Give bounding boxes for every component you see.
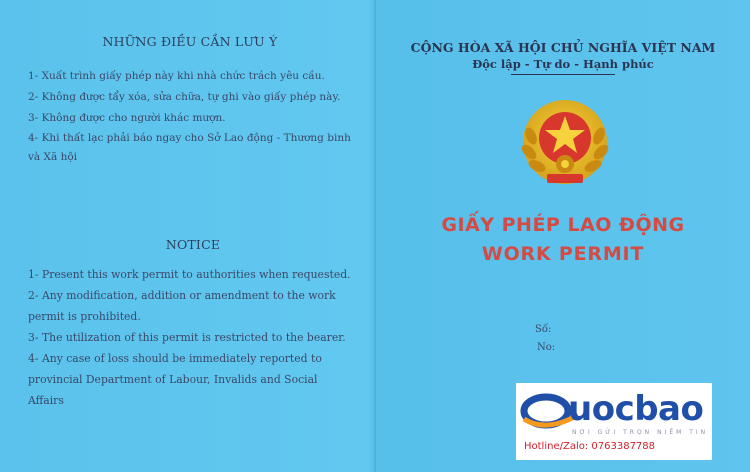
national-emblem-icon	[517, 96, 613, 192]
logo-wordmark: uocbao	[568, 389, 704, 429]
logo-tagline: NƠI GỬI TRỌN NIỀM TIN	[572, 429, 709, 436]
rule-en-2: 2- Any modification, addition or amendment to the work	[28, 289, 336, 302]
title-en: WORK PERMIT	[481, 243, 645, 265]
rule-en-3: 3- The utilization of this permit is restricted to the bearer.	[28, 331, 346, 344]
rule-vn-3: 3- Không được cho người khác mượn.	[28, 112, 226, 124]
rule-en-4-cont2: Affairs	[28, 394, 64, 407]
nation-name: CỘNG HÒA XÃ HỘI CHỦ NGHĨA VIỆT NAM	[410, 40, 716, 55]
motto-underline	[511, 74, 615, 75]
vietnamese-notes-section	[28, 34, 358, 167]
rule-en-4-cont: provincial Department of Labour, Invalids and Social	[28, 373, 318, 386]
rule-vn-2: 2- Không được tẩy xóa, sửa chữa, tự ghi vào giấy phép này.	[28, 91, 341, 103]
rule-vn-4-cont: và Xã hội	[28, 151, 78, 163]
rule-vn-1: 1- Xuất trình giấy phép này khi nhà chức trách yêu cầu.	[28, 70, 325, 82]
national-motto: Độc lập - Tự do - Hạnh phúc	[472, 57, 654, 71]
rule-en-4: 4- Any case of loss should be immediately reported to	[28, 352, 322, 365]
notice-title-en: NOTICE	[165, 237, 221, 252]
rule-vn-4: 4- Khi thất lạc phải báo ngay cho Sở Lao động - Thương binh	[28, 132, 351, 144]
english-notice-section	[28, 237, 358, 411]
notes-title-vn: NHỮNG ĐIỀU CẦN LƯU Ý	[102, 34, 278, 49]
hotline-text: Hotline/Zalo: 0763387788	[524, 441, 656, 452]
rule-en-2-cont: permit is prohibited.	[28, 310, 141, 323]
number-label-vn: Số:	[535, 324, 552, 335]
title-vn: GIẤY PHÉP LAO ĐỘNG	[441, 214, 685, 236]
rule-en-1: 1- Present this work permit to authorities when requested.	[28, 268, 351, 281]
number-label-en: No:	[537, 342, 556, 353]
quocbao-logo	[516, 383, 712, 460]
